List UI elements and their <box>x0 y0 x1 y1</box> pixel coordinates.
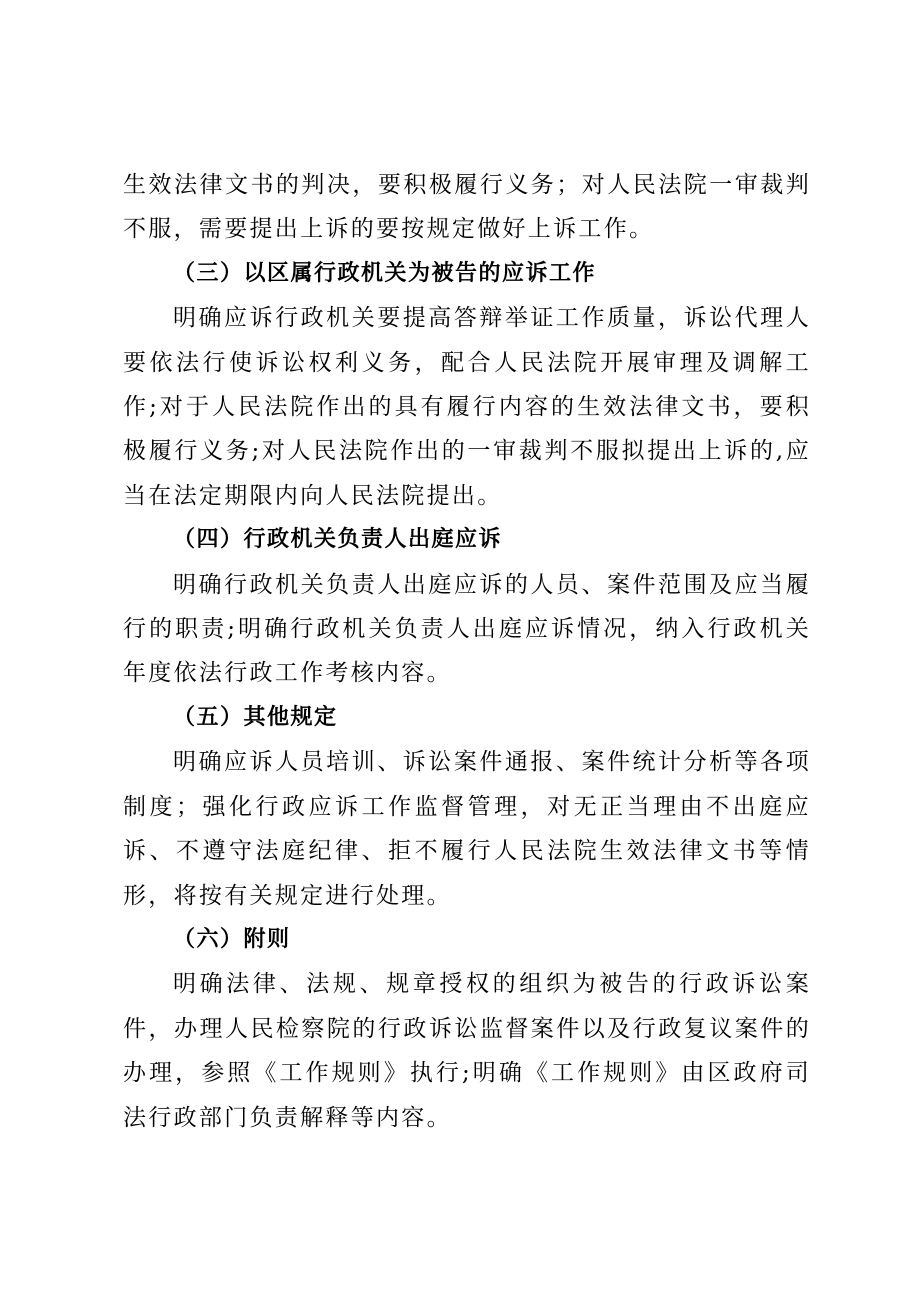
section-6-body: 明确法律、法规、规章授权的组织为被告的行政诉讼案件，办理人民检察院的行政诉讼监督案件以及行政复议案件的办理，参照《工作规则》执行;明确《工作规则》由区政府司法行政部门负责解释等内容。 <box>123 971 811 1131</box>
paragraph-continuation: 生效法律文书的判决，要积极履行义务；对人民法院一审裁判不服，需要提出上诉的要按规定做好上诉工作。 <box>123 172 811 243</box>
section-5-body: 明确应诉人员培训、诉讼案件通报、案件统计分析等各项制度；强化行政应诉工作监督管理，对无正当理由不出庭应诉、不遵守法庭纪律、拒不履行人民法院生效法律文书等情形，将按有关规定进行处理。 <box>123 749 811 909</box>
section-heading-3: （三）以区属行政机关为被告的应诉工作 <box>173 260 597 286</box>
section-heading-6: （六）附则 <box>173 926 291 952</box>
section-heading-5: （五）其他规定 <box>173 704 338 730</box>
section-heading-4: （四）行政机关负责人出庭应诉 <box>173 527 503 553</box>
section-3-body: 明确应诉行政机关要提高答辩举证工作质量，诉讼代理人要依法行使诉讼权利义务，配合人民法院开展审理及调解工作;对于人民法院作出的具有履行内容的生效法律文书，要积极履行义务;对人民法院作出的一审裁判不服拟提出上诉的,应当在法定期限内向人民法院提出。 <box>123 305 811 509</box>
document-body <box>123 163 811 1140</box>
section-4-body: 明确行政机关负责人出庭应诉的人员、案件范围及应当履行的职责;明确行政机关负责人出庭应诉情况，纳入行政机关年度依法行政工作考核内容。 <box>123 571 811 687</box>
